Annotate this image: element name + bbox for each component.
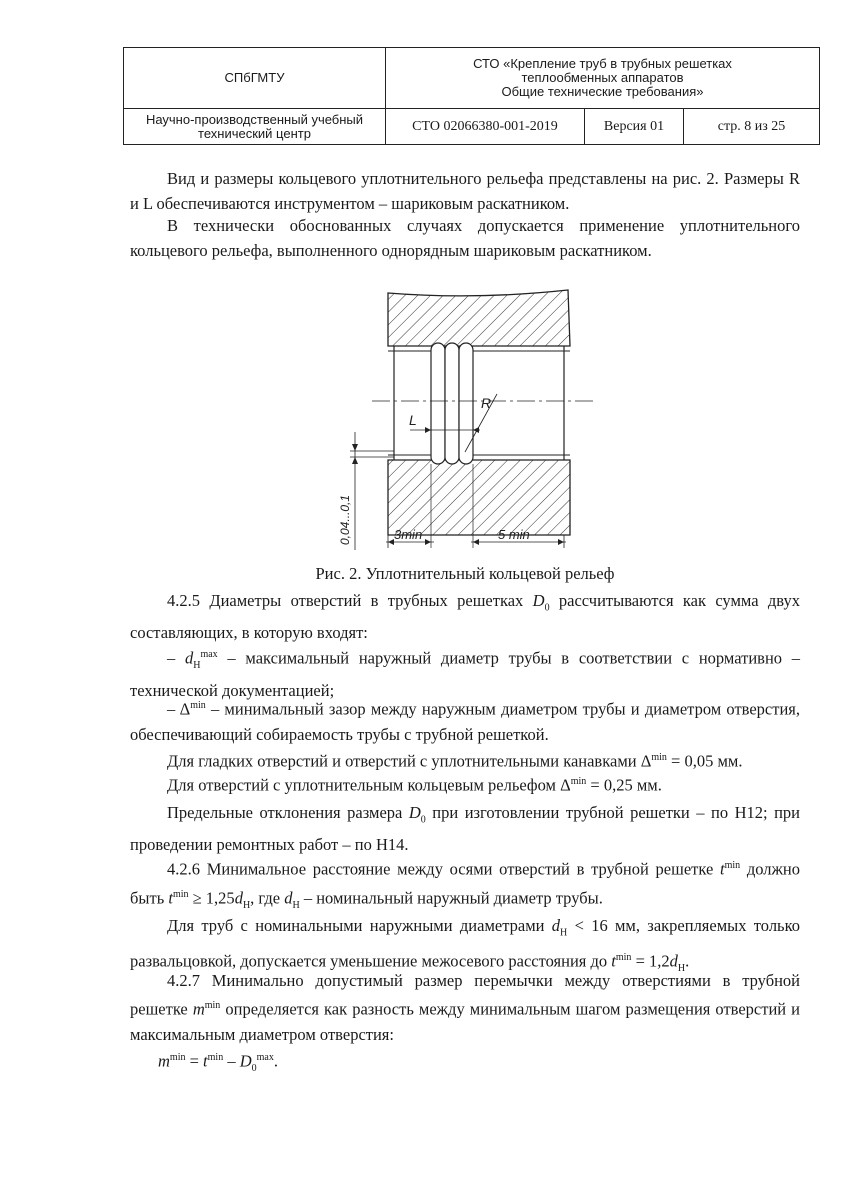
doc-code: СТО 02066380-001-2019 — [386, 109, 585, 145]
section-4-2-6: 4.2.6 Минимальное расстояние между осями отверстий в трубной решетке $t^{min}$ должно быть $t^{min} \ge 1,25d_Н$, где $d_Н$ – номинальный наружный диаметр трубы. — [130, 859, 801, 911]
doc-version: Версия 01 — [585, 109, 684, 145]
center-line-2: технический центр — [198, 125, 311, 141]
label-L: L — [409, 412, 417, 428]
center-line-1: Научно-производственный учебный — [145, 111, 364, 127]
tolerance-paragraph: Предельные отклонения размера $D_0$ при изготовлении трубной решетки – по Н12; при проведении ремонтных работ – по Н14. — [130, 803, 801, 855]
intro-paragraph-1: Вид и размеры кольцевого уплотнительного рельефа представлены на рис. 2. Размеры R и L обеспечиваются инструментом – шариковым раскатником. — [130, 169, 800, 213]
formula-m-min: $m^{min} = t^{min} - D_0^{max}$. — [158, 1051, 278, 1074]
small-pipes-paragraph: Для труб с номинальными наружными диаметрами $d_Н < 16$ мм, закрепляемых только развальцовкой, допускается уменьшение межосевого расстояния до $t^{min} = 1,2d_Н$. — [130, 916, 801, 975]
relief-grooves — [431, 343, 473, 464]
section-4-2-7: 4.2.7 Минимально допустимый размер перемычки между отверстиями в трубной решетке $m^{min}$ определяется как разность между минимальным шагом размещения отверстий и максимальным диаметром отверстия: — [130, 971, 801, 1044]
upper-wall-section — [388, 290, 570, 346]
dim-gap: 0,04...0,1 — [338, 494, 352, 545]
smooth-holes-gap: Для гладких отверстий и отверстий с уплотнительными канавками $\Delta^{min} = 0,05$ мм. — [167, 751, 743, 771]
doc-title-line-2: теплообменных аппаратов — [521, 70, 684, 85]
relief-holes-gap: Для отверстий с уплотнительным кольцевым рельефом $\Delta^{min} = 0,25$ мм. — [167, 775, 662, 795]
list-item-dmax: – $d_Н^{max}$ – максимальный наружный диаметр трубы в соответствии с нормативно – технической документацией; — [130, 648, 801, 700]
doc-title-line-3: Общие технические требования» — [501, 84, 704, 99]
intro-paragraph-2: В технически обоснованных случаях допускается применение уплотнительного кольцевого рельефа, выполненного однорядным шариковым раскатником. — [130, 216, 800, 260]
dim-left: 3min — [394, 527, 423, 542]
figure-caption: Рис. 2. Уплотнительный кольцевой рельеф — [315, 564, 615, 583]
doc-title-line-1: СТО «Крепление труб в трубных решетках — [473, 56, 732, 71]
section-4-2-5: 4.2.5 Диаметры отверстий в трубных решетках $D_0$ рассчитываются как сумма двух составляющих, в которую входят: — [130, 591, 801, 643]
page-number: стр. 8 из 25 — [684, 109, 820, 145]
dim-right: 5 min — [498, 527, 530, 542]
lower-wall-section — [388, 460, 570, 535]
list-item-delta-min: – $\Delta^{min}$ – минимальный зазор между наружным диаметром трубы и диаметром отверстия, обеспечивающий собираемость трубы с трубной решеткой. — [130, 699, 801, 744]
org-name: СПбГМТУ — [124, 48, 386, 109]
label-R: R — [481, 395, 492, 411]
